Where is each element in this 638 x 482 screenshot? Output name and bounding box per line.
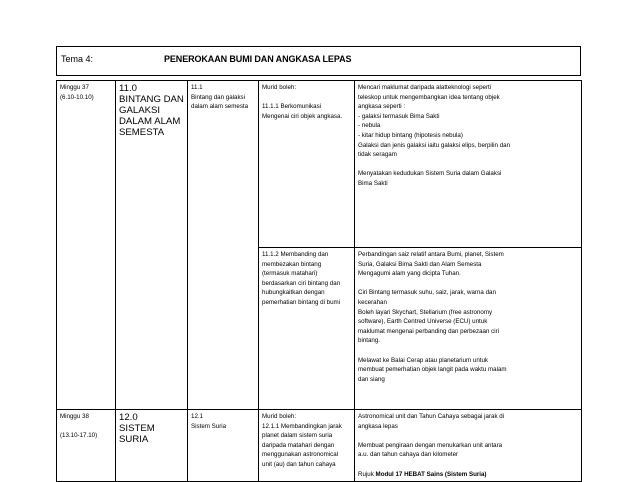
learning-outcome-cell: Murid boleh: 11.1.1 Berkomunikasi Mengenai ciri objek angkasa. [259,81,355,248]
week-label: Minggu 37 [60,84,89,91]
week-label: Minggu 38 [60,413,89,420]
learning-outcome-cell: 11.1.2 Membanding dan membezakan bintang (termasuk matahari) berdasarkan ciri bintang dan hubungkaitkan dengan pemerhatian bintang di bumi [259,248,355,410]
standard-code: 11.1 [191,84,203,91]
learning-outcome-cell: Murid boleh: 12.1.1 Membandingkan jarak planet dalam sistem suria daripada matahari dengan menggunakan astronomical unit (au) dan tahun cahaya [259,410,355,482]
activity-cell: Perbandingan saiz relatif antara Bumi, planet, Sistem Suria, Galaksi Bima Sakti dan Alam Semesta Mengagumi alam yang dicipta Tuhan. Ciri Bintang termasuk suhu, saiz, jarak, warna dan kecerahan Boleh layari Skychart, Stellarium (free astronomy software), Earth Centred Universe (ECU) untuk maklumat mengenai perbanding dan perbezaan ciri bintang. Melawat ke Balai Cerap atau planetarium untuk membuat pemerhatian objek langit pada waktu malam dan siang [355,248,582,410]
table-row [57,410,582,482]
week-dates: (13.10-17.10) [60,432,98,440]
theme-label: Tema 4: [61,54,94,64]
topic-cell [116,81,188,410]
topic-code: 11.0 [119,83,137,94]
module-reference: Rujuk Modul 17 HEBAT Sains (Sistem Suria) [358,470,487,478]
activity-cell: Astronomical unit dan Tahun Cahaya sebagai jarak di angkasa lepas Membuat pengiraan dengan menukarkan unit antara a.u. dan tahun cahaya dan kilometer Rujuk Modul 17 HEBAT Sains (Sistem Suria) [355,410,582,482]
topic-code: 12.0 [119,412,138,423]
activity-cell: Mencari maklumat daripada alatteknologi seperti teleskop untuk mengembangkan idea tentang objek angkasa seperti : - galaksi termasuk Bima Sakti - nebula - kitar hidup bintang (hipotesis nebula) Galaksi dan jenis galaksi iaitu galaksi elips, berpilin dan tidak seragam Menyatakan kedudukan Sistem Suria dalam Galaksi Bima Sakti [355,81,582,248]
week-dates: (6.10-10.10) [60,93,94,101]
lesson-plan-table [56,80,582,482]
content-standard-cell: 12.1 Sistem Suria [188,410,259,482]
content-standard-cell: 11.1 Bintang dan galaksi dalam alam semesta [188,81,259,410]
topic-cell [116,410,188,482]
theme-header [56,46,581,76]
week-cell [57,81,116,410]
theme-title: PENEROKAAN BUMI DAN ANGKASA LEPAS [164,54,352,64]
week-cell [57,410,116,482]
table-row [57,81,582,248]
standard-code: 12.1 [191,413,204,420]
topic-title: BINTANG DAN GALAKSI DALAM ALAM SEMESTA [119,94,184,138]
topic-title: SISTEM SURIA [119,423,155,445]
